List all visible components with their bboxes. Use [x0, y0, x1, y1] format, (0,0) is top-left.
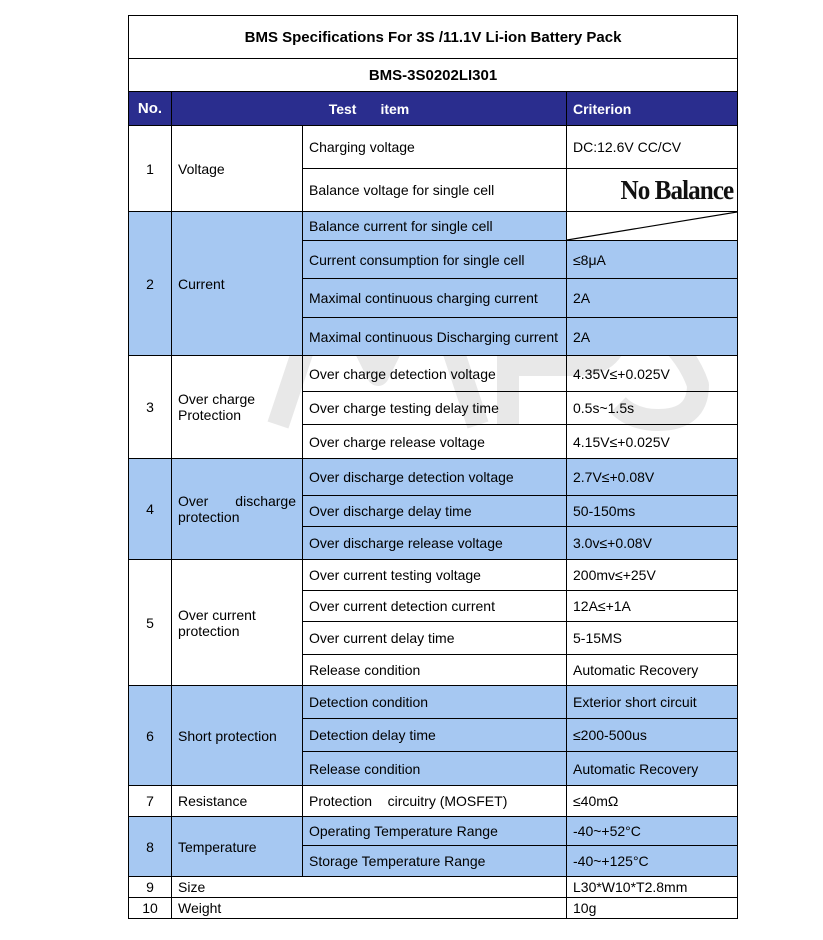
- row-category: Short protection: [172, 686, 303, 786]
- no-balance-stamp: No Balance: [620, 174, 734, 205]
- test-item: Maximal continuous Discharging current: [303, 318, 567, 356]
- row-category: [172, 356, 303, 459]
- row-number: 5: [129, 560, 172, 686]
- test-item: Balance voltage for single cell: [303, 169, 567, 212]
- category-line2: protection: [178, 622, 240, 639]
- table-row: [129, 877, 738, 898]
- category-word2: discharge: [235, 493, 296, 509]
- table-row: [129, 560, 738, 591]
- test-item: Over current testing voltage: [303, 560, 567, 591]
- table-row: [129, 126, 738, 169]
- row-number: 3: [129, 356, 172, 459]
- criterion: ≤8μA: [567, 241, 738, 279]
- row-number: 7: [129, 786, 172, 817]
- test-item: Charging voltage: [303, 126, 567, 169]
- criterion: ≤40mΩ: [567, 786, 738, 817]
- criterion: 12A≤+1A: [567, 591, 738, 622]
- table-row: [129, 817, 738, 846]
- criterion: 50-150ms: [567, 496, 738, 527]
- header-test: Test: [328, 100, 357, 117]
- criterion: L30*W10*T2.8mm: [567, 877, 738, 898]
- criterion: -40~+52°C: [567, 817, 738, 846]
- row-category: [172, 560, 303, 686]
- category-word1: Over: [178, 493, 209, 509]
- category-line2: Protection: [178, 407, 242, 423]
- test-item: Over discharge release voltage: [303, 527, 567, 560]
- criterion: -40~+125°C: [567, 846, 738, 877]
- test-item: Balance current for single cell: [303, 212, 567, 241]
- criterion: 0.5s~1.5s: [567, 392, 738, 425]
- test-item: Maximal continuous charging current: [303, 279, 567, 318]
- test-item: Over discharge detection voltage: [303, 459, 567, 496]
- spec-sheet: [128, 15, 737, 919]
- criterion: 2A: [567, 318, 738, 356]
- criterion: Automatic Recovery: [567, 655, 738, 686]
- row-number: 8: [129, 817, 172, 877]
- row-category: Voltage: [172, 126, 303, 212]
- criterion-empty: [567, 212, 738, 241]
- test-item: Release condition: [303, 752, 567, 786]
- page-title: BMS Specifications For 3S /11.1V Li-ion Battery Pack: [129, 16, 738, 59]
- category-line1: Over charge: [178, 391, 256, 407]
- category-line2: protection: [178, 509, 240, 525]
- row-number: 6: [129, 686, 172, 786]
- row-category: Size: [172, 877, 567, 898]
- row-number: 1: [129, 126, 172, 212]
- test-item: Over charge detection voltage: [303, 356, 567, 392]
- table-row: [129, 212, 738, 241]
- header-criterion: Criterion: [567, 92, 738, 126]
- row-number: 2: [129, 212, 172, 356]
- row-category: Current: [172, 212, 303, 356]
- category-line1: [178, 493, 296, 509]
- criterion: 10g: [567, 898, 738, 919]
- criterion: 2.7V≤+0.08V: [567, 459, 738, 496]
- criterion: DC:12.6V CC/CV: [567, 126, 738, 169]
- test-item: Release condition: [303, 655, 567, 686]
- row-category: Resistance: [172, 786, 303, 817]
- criterion: 4.15V≤+0.025V: [567, 425, 738, 459]
- table-row: [129, 898, 738, 919]
- test-item: Storage Temperature Range: [303, 846, 567, 877]
- test-item: Current consumption for single cell: [303, 241, 567, 279]
- table-header: [129, 92, 738, 126]
- test-item: Over discharge delay time: [303, 496, 567, 527]
- row-category: [172, 459, 303, 560]
- test-item: Operating Temperature Range: [303, 817, 567, 846]
- header-test-item: [172, 92, 567, 126]
- criterion: Automatic Recovery: [567, 752, 738, 786]
- row-number: 10: [129, 898, 172, 919]
- model-number: BMS-3S0202LI301: [129, 59, 738, 92]
- test-item: Over current delay time: [303, 622, 567, 655]
- row-category: Temperature: [172, 817, 303, 877]
- criterion: ≤200-500us: [567, 719, 738, 752]
- criterion: 200mv≤+25V: [567, 560, 738, 591]
- test-item: Over charge testing delay time: [303, 392, 567, 425]
- criterion: 2A: [567, 279, 738, 318]
- header-item: item: [380, 100, 410, 117]
- spec-table: [128, 15, 738, 919]
- category-line1: Over current: [178, 606, 256, 623]
- criterion: 5-15MS: [567, 622, 738, 655]
- criterion-no-balance: [567, 169, 738, 212]
- test-item: Protection circuitry (MOSFET): [303, 786, 567, 817]
- test-item: Detection condition: [303, 686, 567, 719]
- test-item: Detection delay time: [303, 719, 567, 752]
- table-row: [129, 356, 738, 392]
- row-number: 9: [129, 877, 172, 898]
- table-row: [129, 686, 738, 719]
- criterion: 3.0v≤+0.08V: [567, 527, 738, 560]
- table-row: [129, 459, 738, 496]
- row-number: 4: [129, 459, 172, 560]
- criterion: Exterior short circuit: [567, 686, 738, 719]
- test-item: Over charge release voltage: [303, 425, 567, 459]
- row-category: Weight: [172, 898, 567, 919]
- header-no: No.: [129, 92, 172, 126]
- diagonal-line-icon: [567, 212, 737, 240]
- table-row: [129, 786, 738, 817]
- criterion: 4.35V≤+0.025V: [567, 356, 738, 392]
- test-item: Over current detection current: [303, 591, 567, 622]
